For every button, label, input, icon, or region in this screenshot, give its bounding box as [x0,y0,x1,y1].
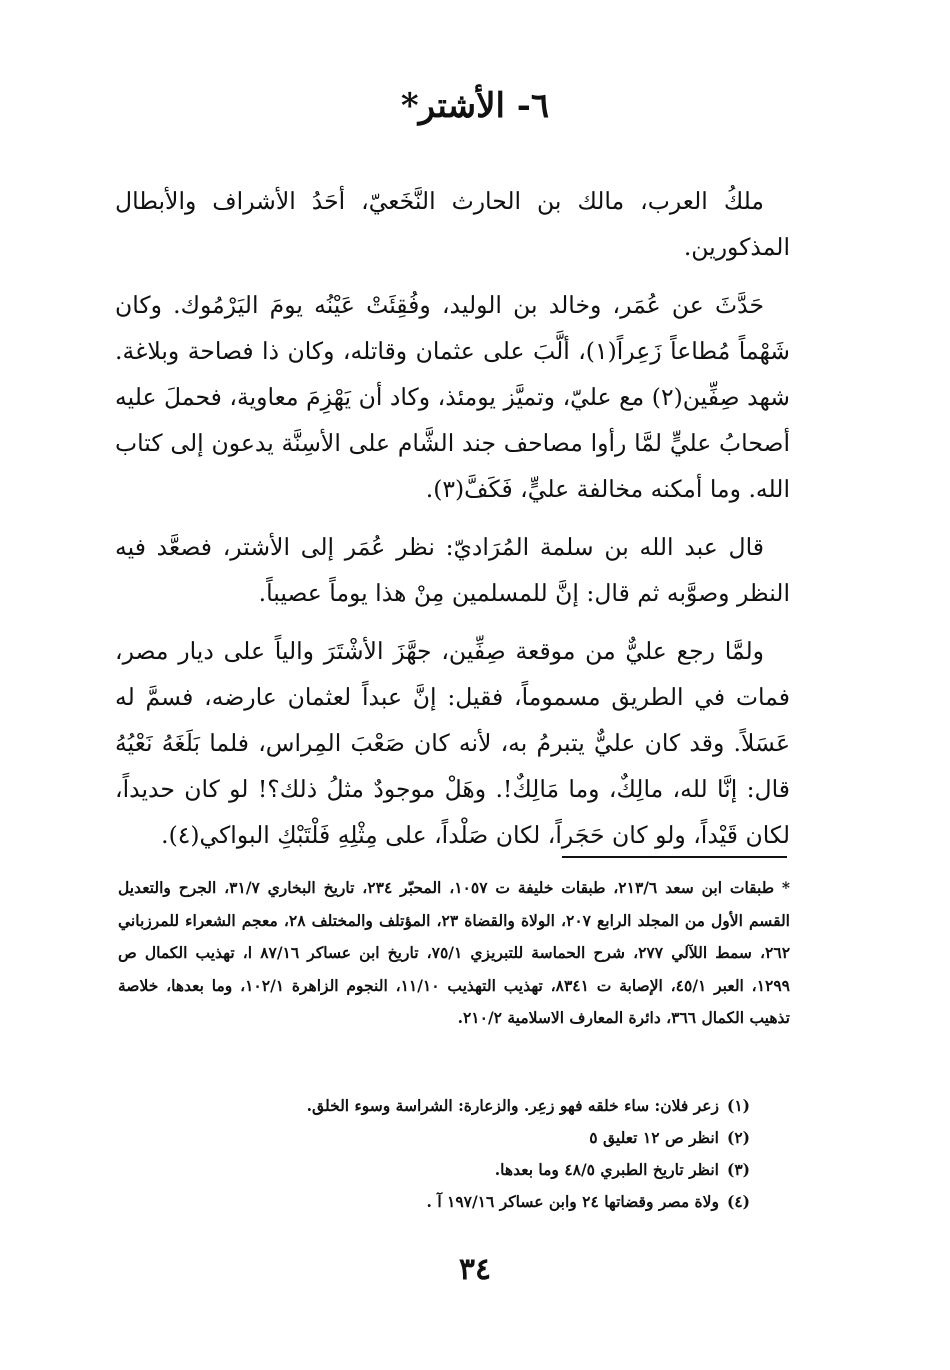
footnote-text: ولاة مصر وقضاتها ٢٤ وابن عساكر ١٩٧/١٦ آ . [426,1192,719,1211]
footnote-divider [562,856,787,858]
paragraph-narration: حَدَّثَ عن عُمَر، وخالد بن الوليد، وفُقِئَتْ عَيْنُه يومَ اليَرْمُوك. وكان شَهْماً مُطاعاً زَعِراً(١)، ألَّبَ على عثمان وقاتله، وكان ذا فصاحة وبلاغة. شهد صِفِّين(٢) مع عليّ، وتميَّز يومئذ، وكاد أن يَهْزِمَ معاوية، فحملَ عليه أصحابُ عليٍّ لمَّا رأوا مصاحف جند الشَّام على الأسِنَّة يدعون إلى كتاب الله. وما أمكنه مخالفة عليٍّ، فَكَفَّ(٣). [115,291,790,503]
footnote-number: (٣) [726,1160,750,1179]
footnote-number: (١) [726,1096,750,1115]
sources-note: * طبقات ابن سعد ٢١٣/٦، طبقات خليفة ت ١٠٥٧، المحبّر ٢٣٤، تاريخ البخاري ٣١/٧، الجرح والتعديل القسم الأول من المجلد الرابع ٢٠٧، الولاة والقضاة ٢٣، المؤتلف والمختلف ٢٨، معجم الشعراء للمرزباني ٢٦٢، سمط اللآلي ٢٧٧، شرح الحماسة للتبريزي ٧٥/١، تاريخ ابن عساكر ٨٧/١٦ ا، تهذيب الكمال ص ١٢٩٩، العبر ٤٥/١، الإصابة ت ٨٣٤١، تهذيب التهذيب ١١/١٠، النجوم الزاهرة ١٠٢/١، وما بعدها، خلاصة تذهيب الكمال ٣٦٦، دائرة المعارف الاسلامية ٢١٠/٢. [118,878,791,1027]
page-number: ٣٤ [458,1252,492,1287]
biography-body [115,178,790,870]
footnote-item [180,1186,750,1218]
paragraph-intro: ملكُ العرب، مالك بن الحارث النَّخَعيّ، أحَدُ الأشراف والأبطال المذكورين. [115,187,790,261]
footnote-text: زعر فلان: ساء خلقه فهو زعِر. والزعارة: الشراسة وسوء الخلق. [306,1096,719,1115]
paragraph-death: ولمَّا رجع عليٌّ من موقعة صِفِّين، جهَّزَ الأشْتَرَ والياً على ديار مصر، فمات في الطريق مسموماً، فقيل: إنَّ عبداً لعثمان عارضه، فسمَّ له عَسَلاً. وقد كان عليٌّ يتبرمُ به، لأنه كان صَعْبَ المِراس، فلما بَلَغَهُ نَعْيُهُ قال: إنَّا لله، مالِكٌ، وما مَالِكٌ!. وهَلْ موجودٌ مثلُ ذلك؟! لو كان حديداً، لكان قَيْداً، ولو كان حَجَراً، لكان صَلْداً، على مِثْلِهِ فَلْتَبْكِ البواكي(٤). [115,637,790,849]
chapter-title: ٦- الأشتر* [400,86,550,126]
footnote-text: انظر ص ١٢ تعليق ٥ [589,1128,719,1147]
footnote-item [180,1122,750,1154]
footnote-number: (٤) [726,1192,750,1211]
footnote-number: (٢) [726,1128,750,1147]
footnote-item [180,1154,750,1186]
footnote-item [180,1090,750,1122]
footnotes-list [180,1090,750,1218]
paragraph-quote: قال عبد الله بن سلمة المُرَاديّ: نظر عُمَر إلى الأشتر، فصعَّد فيه النظر وصوَّبه ثم قال: إنَّ للمسلمين مِنْ هذا يوماً عصيباً. [115,533,790,607]
footnote-text: انظر تاريخ الطبري ٤٨/٥ وما بعدها. [494,1160,719,1179]
